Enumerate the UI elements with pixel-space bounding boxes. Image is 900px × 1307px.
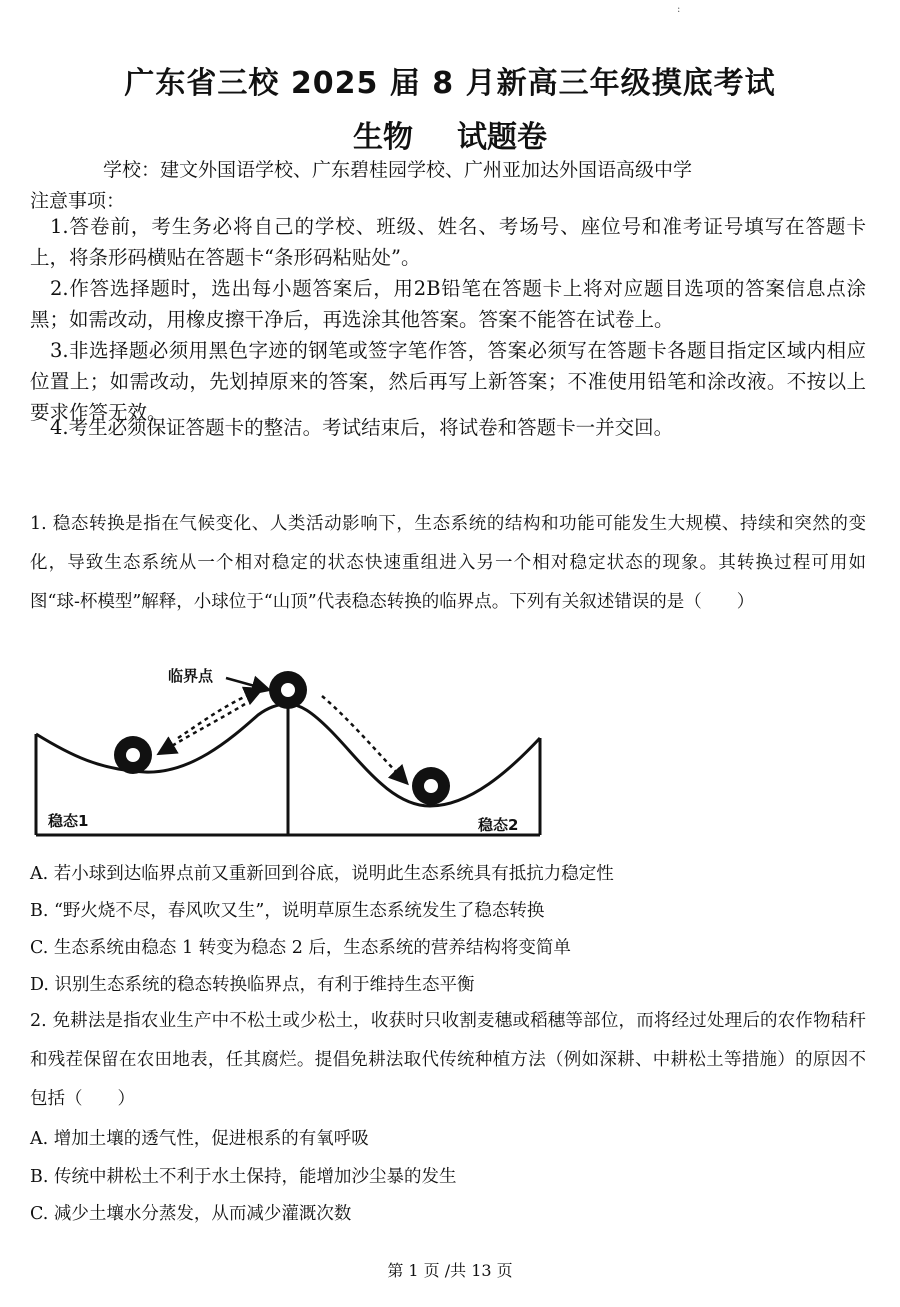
ball-cup-model-figure	[30, 660, 550, 840]
notice-item-3: 3.非选择题必须用黑色字迹的钢笔或签字笔作答，答案必须写在答题卡各题目指定区域内相应位置上；如需改动，先划掉原来的答案，然后再写上新答案；不准使用铅笔和涂改液。不按以上要求作答无效。	[30, 339, 866, 424]
q1-option-a: A. 若小球到达临界点前又重新回到谷底，说明此生态系统具有抵抗力稳定性	[30, 864, 614, 884]
ball-state1	[114, 736, 152, 774]
notice-item-4: 4.考生必须保证答题卡的整洁。考试结束后，将试卷和答题卡一并交回。	[50, 416, 674, 439]
arrow-up-to-critical	[178, 692, 255, 738]
q1-option-b: B. “野火烧不尽，春风吹又生”，说明草原生态系统发生了稳态转换	[30, 901, 545, 921]
exam-title: 广东省三校 2025 届 8 月新高三年级摸底考试	[124, 66, 776, 101]
ball-critical-point	[269, 671, 307, 709]
school-list: 学校：建文外国语学校、广东碧桂园学校、广州亚加达外国语高级中学	[103, 159, 693, 181]
question-1-stem: 1. 稳态转换是指在气候变化、人类活动影响下，生态系统的结构和功能可能发生大规模、持续和突然的变化，导致生态系统从一个相对稳定的状态快速重组进入另一个相对稳定状态的现象。其转换过程可用如图“球-杯模型”解释，小球位于“山顶”代表稳态转换的临界点。下列有关叙述错误的是（ ）	[30, 514, 866, 612]
notice-item-1: 1.答卷前，考生务必将自己的学校、班级、姓名、考场号、座位号和准考证号填写在答题卡上，将条形码横贴在答题卡“条形码粘贴处”。	[30, 215, 866, 269]
q2-option-b: B. 传统中耕松土不利于水土保持，能增加沙尘暴的发生	[30, 1167, 457, 1187]
corner-mark: :	[677, 4, 681, 15]
q2-option-a: A. 增加土壤的透气性，促进根系的有氧呼吸	[30, 1129, 369, 1149]
ball-state2	[412, 767, 450, 805]
critical-point-label: 临界点	[168, 667, 214, 685]
notice-heading: 注意事项：	[30, 190, 126, 212]
question-2-stem: 2. 免耕法是指农业生产中不松土或少松土，收获时只收割麦穗或稻穗等部位，而将经过处理后的农作物秸秆和残茬保留在农田地表，任其腐烂。提倡免耕法取代传统种植方法（例如深耕、中耕松土等措施）的原因不包括（ ）	[30, 1011, 866, 1109]
notice-item-2: 2.作答选择题时，选出每小题答案后，用2B铅笔在答题卡上将对应题目选项的答案信息点涂黑；如需改动，用橡皮擦干净后，再选涂其他答案。答案不能答在试卷上。	[30, 277, 866, 331]
q2-option-c: C. 减少土壤水分蒸发，从而减少灌溉次数	[30, 1204, 352, 1224]
page-footer: 第 1 页 /共 13 页	[387, 1261, 513, 1280]
state2-label: 稳态2	[478, 816, 519, 834]
state1-label: 稳态1	[48, 812, 89, 830]
q1-option-d: D. 识别生态系统的稳态转换临界点，有利于维持生态平衡	[30, 975, 475, 995]
paper-type-label: 试题卷	[457, 120, 547, 155]
arrow-back-to-state1	[165, 704, 245, 750]
paper-title	[0, 112, 900, 156]
q1-option-c: C. 生态系统由稳态 1 转变为稳态 2 后，生态系统的营养结构将变简单	[30, 938, 571, 958]
subject-label: 生物	[353, 120, 413, 155]
arrow-label-pointer	[226, 678, 262, 688]
